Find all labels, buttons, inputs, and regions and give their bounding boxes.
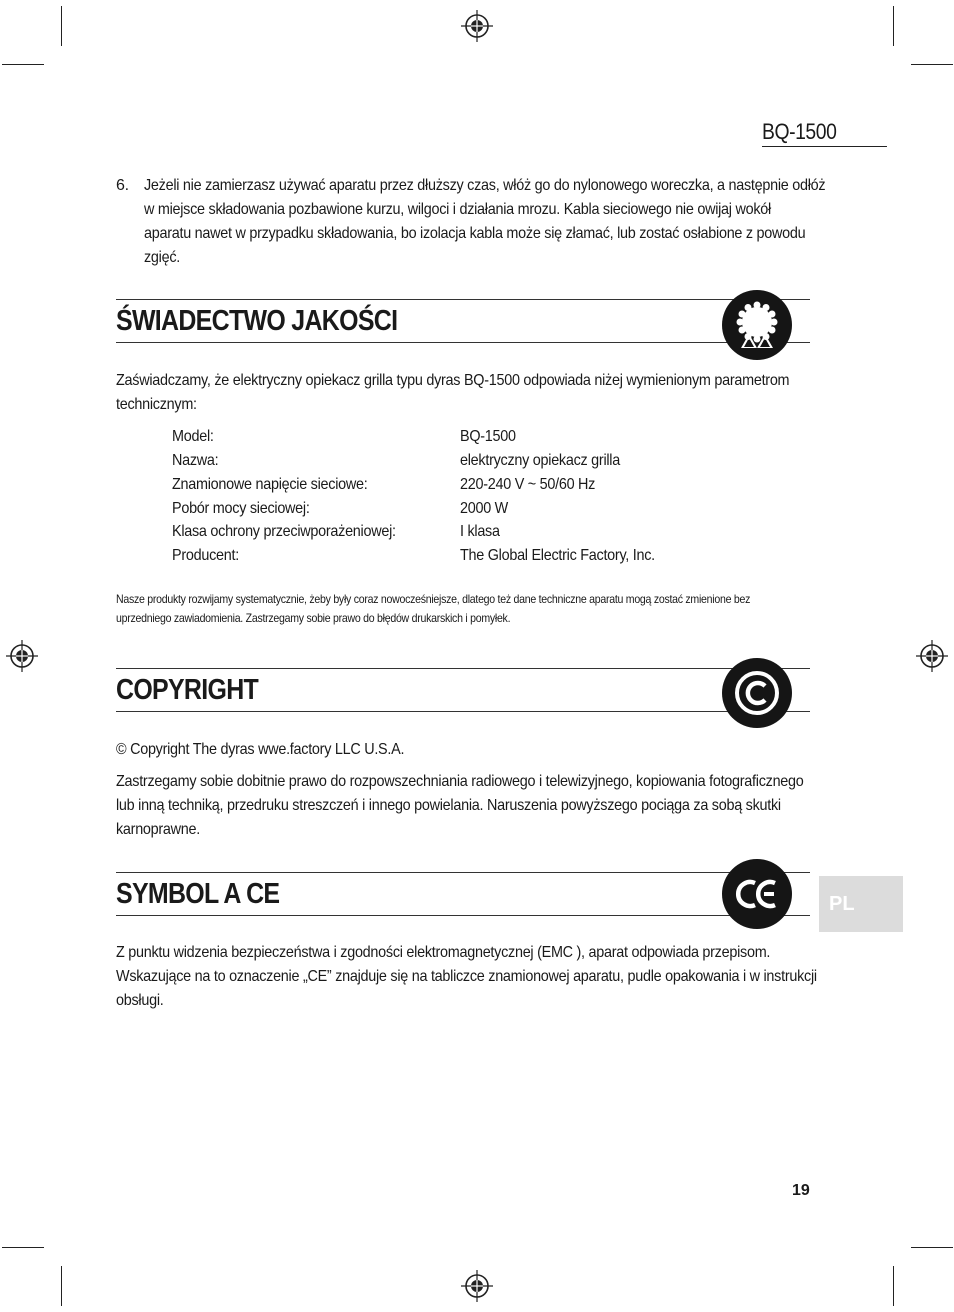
text-line: lub inną techniką, przedruku streszczeń i innego powielania. Naruszenia powyższego pociąga za sobą skutki [116,797,781,814]
spec-label: Klasa ochrony przeciwporażeniowej: [172,523,396,540]
spec-label: Model: [172,428,214,445]
text-line: uprzedniego zawiadomienia. Zastrzegamy sobie prawo do błędów drukarskich i pomyłek. [116,611,511,625]
crop-mark [61,1266,62,1306]
crop-mark [893,6,894,46]
spec-row [172,473,812,497]
spec-label: Znamionowe napięcie sieciowe: [172,476,368,493]
text-line: technicznym: [116,396,197,413]
section-header-ce [116,872,810,916]
ce-mark-icon [722,859,792,929]
text-line: zgięć. [144,249,180,266]
registration-mark-icon [461,1270,493,1302]
technical-note [116,590,836,628]
text-line: obsługi. [116,992,164,1009]
spec-value: elektryczny opiekacz grilla [460,452,620,469]
language-tab [819,876,903,932]
spec-value: 220-240 V ~ 50/60 Hz [460,476,596,493]
text-line: Zaświadczamy, że elektryczny opiekacz grilla typu dyras BQ-1500 odpowiada niżej wymienionym parametrom [116,372,790,389]
spec-row [172,520,812,544]
ce-body [116,941,836,1013]
text-line: Zastrzegamy sobie dobitnie prawo do rozpowszechniania radiowego i telewizyjnego, kopiowania fotograficznego [116,773,804,790]
crop-mark [911,64,953,65]
list-item-number: 6. [116,177,129,194]
text-line: Jeżeli nie zamierzasz używać aparatu przez dłuższy czas, włóż go do nylonowego woreczka, a następnie odłóż [144,177,826,194]
list-item-text [144,174,884,270]
section-title: ŚWIADECTWO JAKOŚCI [116,305,398,337]
crop-mark [2,1247,44,1248]
spec-value: BQ-1500 [460,428,516,445]
section-title: COPYRIGHT [116,674,259,706]
copyright-line [116,738,616,762]
text-line: karnoprawne. [116,821,201,838]
spec-value: I klasa [460,523,500,540]
spec-label: Pobór mocy sieciowej: [172,500,310,517]
spec-row [172,449,812,473]
crop-mark [911,1247,953,1248]
crop-mark [61,6,62,46]
text-line: Wskazujące na to oznaczenie „CE” znajduje się na tabliczce znamionowej aparatu, pudle opakowania i w instrukcji [116,968,817,985]
registration-mark-icon [916,640,948,672]
section-title: SYMBOL A CE [116,878,280,910]
text-line: © Copyright The dyras wwe.factory LLC U.S.A. [116,741,405,758]
crop-mark [893,1266,894,1306]
spec-value: The Global Electric Factory, Inc. [460,547,655,564]
model-code-header: BQ-1500 [762,118,887,147]
text-line: aparatu nawet w przypadku składowania, bo izolacja kabla może się złamać, lub zostać osłabione z powodu [144,225,806,242]
section-header-quality [116,299,810,343]
page-number: 19 [792,1182,810,1199]
text-line: w miejsce składowania pozbawione kurzu, wilgoci i działania mrozu. Kabla sieciowego nie owijaj wokół [144,201,771,218]
text-line: Nasze produkty rozwijamy systematycznie, żeby były coraz nowocześniejsze, dlatego też dane techniczne aparatu mogą zostać zmienione bez [116,592,751,606]
section-header-copyright [116,668,810,712]
text-line: Z punktu widzenia bezpieczeństwa i zgodności elektromagnetycznej (EMC ), aparat odpowiada przepisom. [116,944,771,961]
spec-label: Producent: [172,547,239,564]
spec-label: Nazwa: [172,452,219,469]
registration-mark-icon [461,10,493,42]
registration-mark-icon [6,640,38,672]
spec-value: 2000 W [460,500,509,517]
language-code: PL [829,893,855,915]
spec-row [172,497,812,521]
spec-row [172,544,812,568]
spec-row [172,425,812,449]
quality-intro [116,369,836,417]
crop-mark [2,64,44,65]
copyright-body [116,770,836,842]
rosette-icon [722,290,792,360]
copyright-icon [722,658,792,728]
